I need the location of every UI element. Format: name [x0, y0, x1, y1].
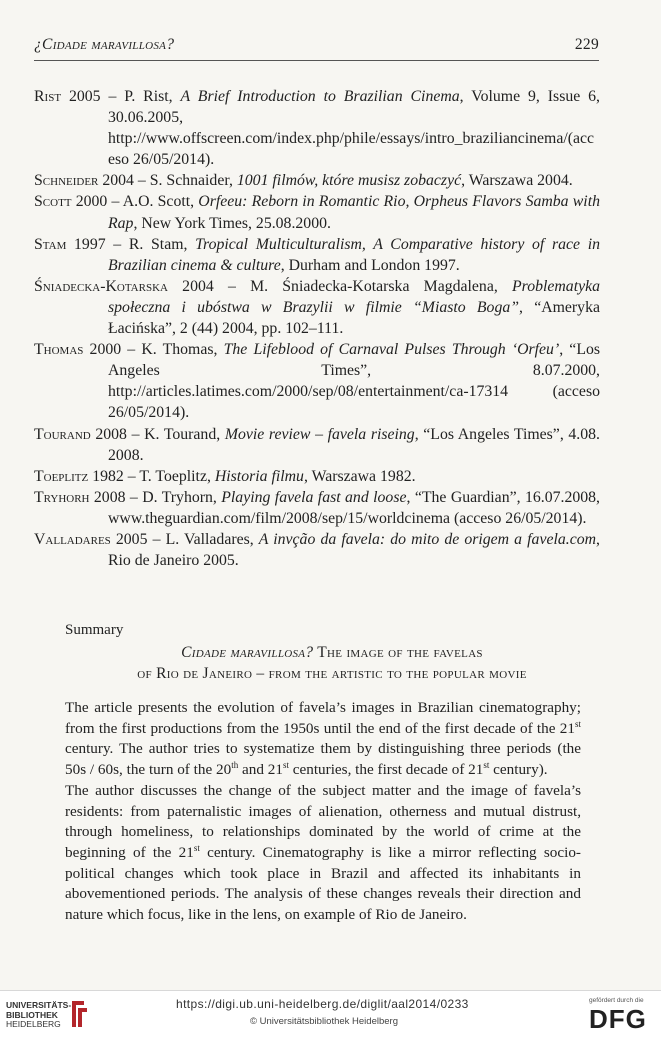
entry-details: , Durham and London 1997.: [280, 256, 460, 274]
bibliography-entry: [34, 170, 600, 191]
bibliography-entry: [34, 339, 600, 423]
entry-prefix: D. Tryhorn,: [142, 488, 222, 506]
entry-year: 2008 –: [89, 488, 143, 506]
entry-year: 2000 –: [83, 341, 142, 359]
entry-details: , New York Times, 25.08.2000.: [133, 214, 331, 232]
entry-author: Stam: [34, 235, 67, 253]
bibliography-entry: [34, 424, 600, 466]
entry-details: , “The Guardian”, 16.07.2008, www.theguardian.com/film/2008/sep/15/worldcinema (acceso 26/05/2014).: [108, 488, 600, 527]
page-number: 229: [574, 36, 599, 53]
text-run: and 21: [238, 761, 283, 779]
entry-details: , Rio de Janeiro 2005.: [108, 530, 600, 570]
entry-title: A invção da favela: do mito de origem a favela.com: [258, 530, 597, 548]
entry-prefix: R. Stam,: [128, 235, 196, 253]
entry-author: Thomas: [34, 341, 84, 359]
entry-prefix: M. Śniadecka-Kotarska Magdalena,: [250, 277, 512, 295]
entry-details: , Warszawa 2004.: [461, 172, 573, 190]
summary-title-rest: The image of the favelas: [313, 644, 483, 661]
bibliography-entry: [34, 529, 600, 571]
library-logo-icon: [68, 999, 90, 1029]
summary-title-line1: [34, 642, 630, 663]
entry-prefix: S. Schnaider,: [149, 172, 237, 190]
bibliography-entry: [34, 276, 600, 339]
summary-abstract: [65, 698, 581, 926]
entry-year: 2000 –: [71, 193, 123, 211]
bibliography-entry: [34, 191, 600, 233]
entry-year: 2005 –: [110, 530, 166, 548]
superscript: st: [282, 760, 289, 771]
library-name-line: HEIDELBERG: [6, 1019, 61, 1029]
entry-prefix: P. Rist,: [124, 88, 181, 105]
entry-year: 1982 –: [88, 467, 140, 485]
abstract-paragraph-1: [65, 698, 581, 781]
superscript: st: [574, 718, 581, 729]
entry-author: Rist: [34, 88, 62, 105]
bibliography-entry: [34, 86, 600, 170]
entry-author: Schneider: [34, 172, 99, 190]
entry-prefix: K. Tourand,: [144, 425, 225, 443]
dfg-logo[interactable]: DFG: [589, 1004, 647, 1034]
entry-author: Tourand: [34, 425, 91, 443]
bibliography: [34, 86, 600, 571]
bibliography-entry: [34, 487, 600, 529]
entry-title: 1001 filmów, które musisz zobaczyć: [236, 172, 462, 190]
permalink-url[interactable]: https://digi.ub.uni-heidelberg.de/diglit/aal2014/0233: [176, 997, 469, 1011]
text-run: century. The author tries to systematize them by distinguishing three periods (the 50s / 60s, the turn of the 20: [65, 740, 581, 779]
entry-details: , Warszawa 1982.: [303, 467, 416, 485]
entry-title: A Brief Introduction to Brazilian Cinema: [180, 88, 460, 105]
text-run: The article presents the evolution of favela’s images in Brazilian cinematography; from the first productions from the 1950s until the end of the first decade of the 21: [65, 699, 581, 737]
text-run: century. Cinematography is like a mirror reflecting socio-political changes which took place in Brazil and affected its inhabitants in abovementioned periods. The analysis of these changes reveals their direction and nature which focus, like in the lens, on example of Rio de Janeiro.: [65, 843, 581, 924]
entry-title: Playing favela fast and loose: [221, 488, 407, 506]
text-run: The author discusses the change of the subject matter and the image of favela’s residents: from paternalistic images of alienation, otherness and mutual distrust, through homeliness, to relationships dominated by the world of crime at the beginning of the 21: [65, 781, 581, 861]
superscript: st: [483, 760, 490, 771]
entry-prefix: T. Toeplitz,: [139, 467, 215, 485]
entry-details: , Volume 9, Issue 6, 30.06.2005, http://www.offscreen.com/index.php/phile/essays/intro_braziliancinema/(acceso 26/05/2014).: [108, 88, 601, 169]
entry-title: Tropical Multiculturalism, A Comparative history of race in Brazilian cinema & culture: [108, 235, 600, 274]
bibliography-entry: [34, 466, 600, 487]
superscript: st: [193, 842, 200, 853]
entry-year: 1997 –: [66, 235, 129, 253]
summary-label: Summary: [65, 622, 124, 638]
entry-author: Tryhorh: [34, 488, 90, 506]
entry-title: The Lifeblood of Carnaval Pulses Through ‘Orfeu’: [223, 341, 560, 359]
entry-year: 2005 –: [61, 88, 125, 105]
entry-details: , “Los Angeles Times”, 8.07.2000, http://articles.latimes.com/2000/sep/08/entertainment/ca-17314 (acceso 26/05/2014).: [108, 341, 601, 422]
entry-details: , “Los Angeles Times”, 4.08. 2008.: [108, 425, 600, 464]
entry-year: 2008 –: [90, 425, 145, 443]
text-run: centuries, the first decade of 21: [288, 761, 484, 779]
entry-author: Śniadecka-Kotarska: [34, 277, 168, 295]
running-head-title: ¿Cidade maravillosa?: [34, 36, 175, 53]
entry-title: Orfeeu: Reborn in Romantic Rio, Orpheus Flavors Samba with Rap: [108, 193, 600, 232]
entry-prefix: A.O. Scott,: [122, 193, 199, 211]
entry-author: Valladares: [34, 530, 111, 548]
library-logo[interactable]: [6, 1001, 71, 1030]
dfg-caption: gefördert durch die: [589, 997, 644, 1004]
entry-prefix: K. Thomas,: [141, 341, 224, 359]
entry-prefix: L. Valladares,: [165, 530, 259, 548]
copyright-notice: © Universitätsbibliothek Heidelberg: [250, 1016, 398, 1027]
bibliography-entry: [34, 234, 600, 276]
entry-year: 2004 –: [167, 277, 251, 295]
entry-title: Problematyka społeczna i ubóstwa w Brazylii w filmie “Miasto Boga”: [108, 277, 601, 316]
summary-title-italic: Cidade maravillosa?: [181, 644, 314, 661]
abstract-paragraph-2: [65, 781, 581, 926]
entry-author: Scott: [34, 193, 72, 211]
text-run: century).: [489, 761, 548, 779]
entry-author: Toeplitz: [34, 467, 89, 485]
entry-title: Historia filmu: [214, 467, 304, 485]
library-name-line: UNIVERSITÄTS-: [6, 1000, 72, 1010]
entry-year: 2004 –: [98, 172, 150, 190]
summary-title: [34, 642, 630, 684]
entry-title: Movie review – favela riseing: [224, 425, 415, 443]
viewer-footer: [0, 990, 661, 1038]
superscript: th: [231, 760, 239, 771]
library-name-line: BIBLIOTHEK: [6, 1009, 58, 1020]
entry-details: , “Ameryka Łacińska”, 2 (44) 2004, pp. 102–111.: [108, 298, 600, 338]
summary-title-line2: of Rio de Janeiro – from the artistic to the popular movie: [137, 665, 527, 682]
running-head: [34, 34, 599, 61]
